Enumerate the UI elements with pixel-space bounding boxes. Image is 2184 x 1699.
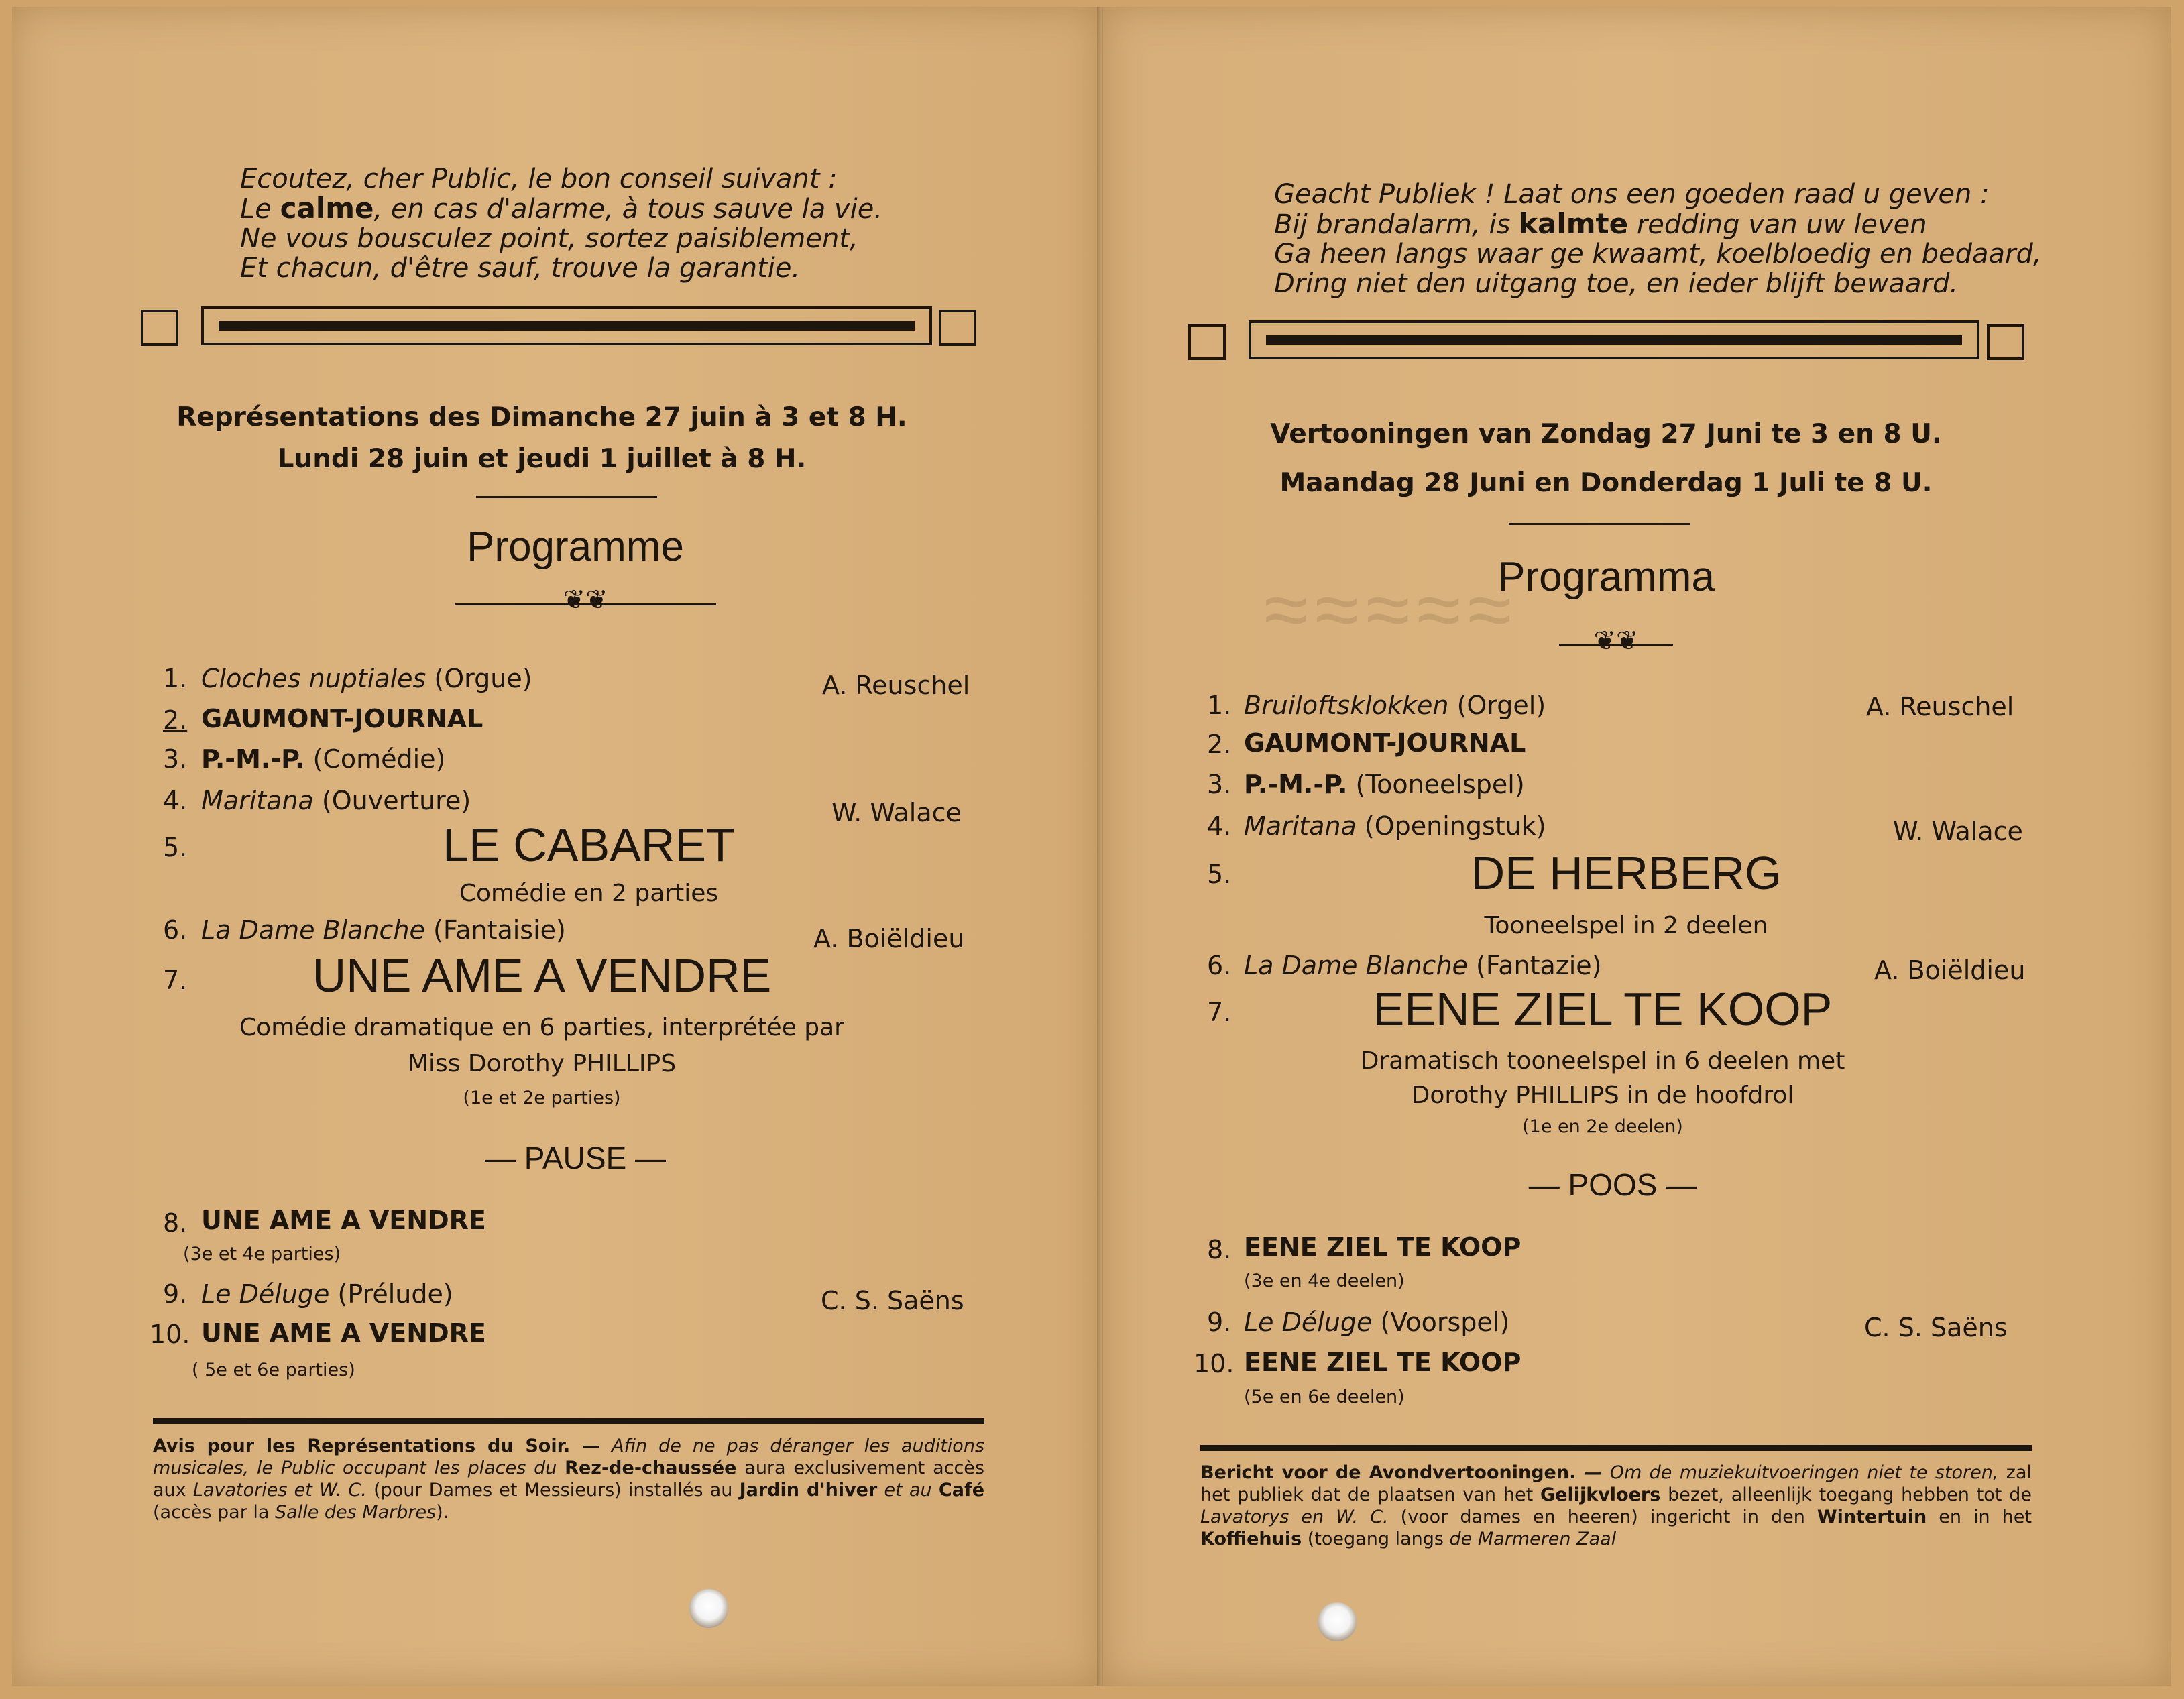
feature-parts: (5e en 6e deelen) xyxy=(1244,1387,1405,1407)
program-item: UNE AME A VENDRE xyxy=(201,1318,486,1348)
show-through-ghost: ≈≈≈≈≈ xyxy=(1264,565,1519,654)
intermission: — PAUSE — xyxy=(484,1140,667,1175)
composer: A. Reuschel xyxy=(1866,692,2014,721)
ornament-square-right xyxy=(939,310,976,346)
ornament-bar xyxy=(219,321,915,331)
item-number: 10. xyxy=(150,1320,190,1349)
item-number: 3. xyxy=(1207,770,1232,799)
program-item: UNE AME A VENDRE xyxy=(201,1206,486,1235)
right-safety-poem xyxy=(1274,180,2042,298)
feature-subtitle: Comédie en 2 parties xyxy=(459,880,719,907)
program-title: Programma xyxy=(1497,554,1715,600)
poem-line-1: Ecoutez, cher Public, le bon conseil suivant : xyxy=(240,164,838,194)
item-number: 7. xyxy=(163,965,188,995)
performance-dates-line-2: Lundi 28 juin et jeudi 1 juillet à 8 H. xyxy=(277,444,807,474)
poem-line-2: Bij brandalarm, is kalmte redding van uw leven xyxy=(1274,207,1927,240)
program-item: Maritana (Ouverture) xyxy=(201,786,471,815)
left-page xyxy=(12,7,1103,1686)
booklet-spread xyxy=(12,7,2171,1686)
feature-subtitle: Comédie dramatique en 6 parties, interprétée par xyxy=(239,1014,844,1041)
program-item: La Dame Blanche (Fantazie) xyxy=(1244,951,1602,980)
program-item: GAUMONT-JOURNAL xyxy=(201,704,483,734)
poem-line-4: Et chacun, d'être sauf, trouve la garantie. xyxy=(240,253,801,284)
item-number: 9. xyxy=(1207,1307,1232,1337)
header-rule xyxy=(476,496,657,498)
poem-line-3: Ga heen langs waar ge kwaamt, koelbloedig en bedaard, xyxy=(1274,239,2042,270)
ornament-square-left xyxy=(141,310,178,346)
poem-line-2: Le calme, en cas d'alarme, à tous sauve la vie. xyxy=(240,192,883,225)
item-number: 2. xyxy=(163,705,188,735)
notice-rule xyxy=(153,1418,984,1424)
item-number: 10. xyxy=(1194,1349,1234,1379)
program-item: EENE ZIEL TE KOOP xyxy=(1244,1232,1521,1262)
ornament-square-left xyxy=(1188,324,1226,360)
punch-hole xyxy=(689,1589,728,1628)
program-item: Maritana (Openingstuk) xyxy=(1244,811,1546,841)
program-item: P.-M.-P. (Comédie) xyxy=(201,744,446,774)
feature-title: DE HERBERG xyxy=(1471,847,1782,899)
flourish-ornament-icon: ❦❦ xyxy=(563,585,608,616)
composer: W. Walace xyxy=(831,798,962,827)
program-item: Bruiloftsklokken (Orgel) xyxy=(1244,691,1546,720)
performance-dates-line-2: Maandag 28 Juni en Donderdag 1 Juli te 8 U. xyxy=(1279,468,1933,498)
item-number: 7. xyxy=(1207,998,1232,1027)
program-item: P.-M.-P. (Tooneelspel) xyxy=(1244,770,1525,799)
item-number: 9. xyxy=(163,1279,188,1309)
evening-notice: Avis pour les Représentations du Soir. — Afin de ne pas déranger les auditions musicales, le Public occupant les places du Rez-de-chaussée aura exclusivement accès aux Lavatories et W. C. (pour Dames et Messieurs) installés au Jardin d'hiver et au Café (accès par la Salle des Marbres). xyxy=(153,1436,985,1523)
feature-parts: (3e et 4e parties) xyxy=(183,1244,341,1265)
ornament-bar xyxy=(1266,335,1962,345)
item-number: 6. xyxy=(1207,951,1232,980)
poem-line-3: Ne vous bousculez point, sortez paisiblement, xyxy=(240,223,858,254)
poem-line-4: Dring niet den uitgang toe, en ieder blijft bewaard. xyxy=(1274,268,1959,299)
feature-parts: (3e en 4e deelen) xyxy=(1244,1271,1405,1291)
feature-star: Dorothy PHILLIPS in de hoofdrol xyxy=(1411,1081,1794,1109)
feature-subtitle: Dramatisch tooneelspel in 6 deelen met xyxy=(1360,1047,1845,1075)
composer: A. Boiëldieu xyxy=(813,924,965,953)
program-item: EENE ZIEL TE KOOP xyxy=(1244,1348,1521,1377)
poem-line-1: Geacht Publiek ! Laat ons een goeden raad u geven : xyxy=(1274,179,1990,210)
program-item: Cloches nuptiales (Orgue) xyxy=(201,664,532,693)
performance-dates-line-1: Vertooningen van Zondag 27 Juni te 3 en 8 U. xyxy=(1270,419,1942,449)
header-rule xyxy=(1509,523,1690,525)
right-page xyxy=(1103,7,2171,1686)
feature-star: Miss Dorothy PHILLIPS xyxy=(407,1050,677,1077)
item-number: 8. xyxy=(1207,1235,1232,1265)
composer: W. Walace xyxy=(1893,817,2023,846)
flourish-ornament-icon: ❦❦ xyxy=(1593,626,1639,656)
feature-title: UNE AME A VENDRE xyxy=(312,949,772,1002)
feature-parts: (1e et 2e parties) xyxy=(463,1088,621,1108)
notice-rule xyxy=(1200,1445,2032,1451)
item-number: 2. xyxy=(1207,729,1232,759)
composer: A. Boiëldieu xyxy=(1874,955,2026,985)
program-item: Le Déluge (Prélude) xyxy=(201,1279,453,1309)
item-number: 5. xyxy=(1207,860,1232,889)
performance-dates-line-1: Représentations des Dimanche 27 juin à 3 et 8 H. xyxy=(176,402,907,432)
feature-title: LE CABARET xyxy=(443,819,735,871)
program-item: Le Déluge (Voorspel) xyxy=(1244,1307,1510,1337)
evening-notice: Bericht voor de Avondvertooningen. — Om de muziekuitvoeringen niet te storen, zal het publiek dat de plaatsen van het Gelijkvloers bezet, alleenlijk toegang hebben tot de Lavatorys en W. C. (voor dames en heeren) ingericht in den Wintertuin en in het Koffiehuis (toegang langs de Marmeren Zaal xyxy=(1200,1462,2032,1549)
calme-word: calme xyxy=(280,192,374,225)
feature-title: EENE ZIEL TE KOOP xyxy=(1373,983,1833,1035)
composer: C. S. Saëns xyxy=(1864,1313,2008,1342)
item-number: 3. xyxy=(163,744,188,774)
feature-subtitle: Tooneelspel in 2 deelen xyxy=(1484,912,1768,939)
feature-parts: (1e en 2e deelen) xyxy=(1522,1116,1683,1137)
item-number: 5. xyxy=(163,833,188,862)
ornament-square-right xyxy=(1987,324,2024,360)
program-item: GAUMONT-JOURNAL xyxy=(1244,728,1526,758)
left-safety-poem xyxy=(240,164,882,283)
program-title: Programme xyxy=(467,524,684,570)
punch-hole xyxy=(1318,1602,1357,1641)
feature-parts: ( 5e et 6e parties) xyxy=(192,1360,355,1381)
item-number: 1. xyxy=(1207,691,1232,720)
composer: C. S. Saëns xyxy=(821,1286,964,1315)
program-item: La Dame Blanche (Fantaisie) xyxy=(201,915,566,945)
kalmte-word: kalmte xyxy=(1519,207,1629,240)
ornament-bar-frame xyxy=(201,306,932,345)
item-number: 1. xyxy=(163,664,188,693)
item-number: 8. xyxy=(163,1208,188,1238)
item-number: 4. xyxy=(1207,811,1232,841)
item-number: 4. xyxy=(163,786,188,815)
composer: A. Reuschel xyxy=(822,670,970,700)
ornament-bar-frame xyxy=(1249,320,1979,359)
item-number: 6. xyxy=(163,915,188,945)
intermission: — POOS — xyxy=(1528,1167,1697,1202)
